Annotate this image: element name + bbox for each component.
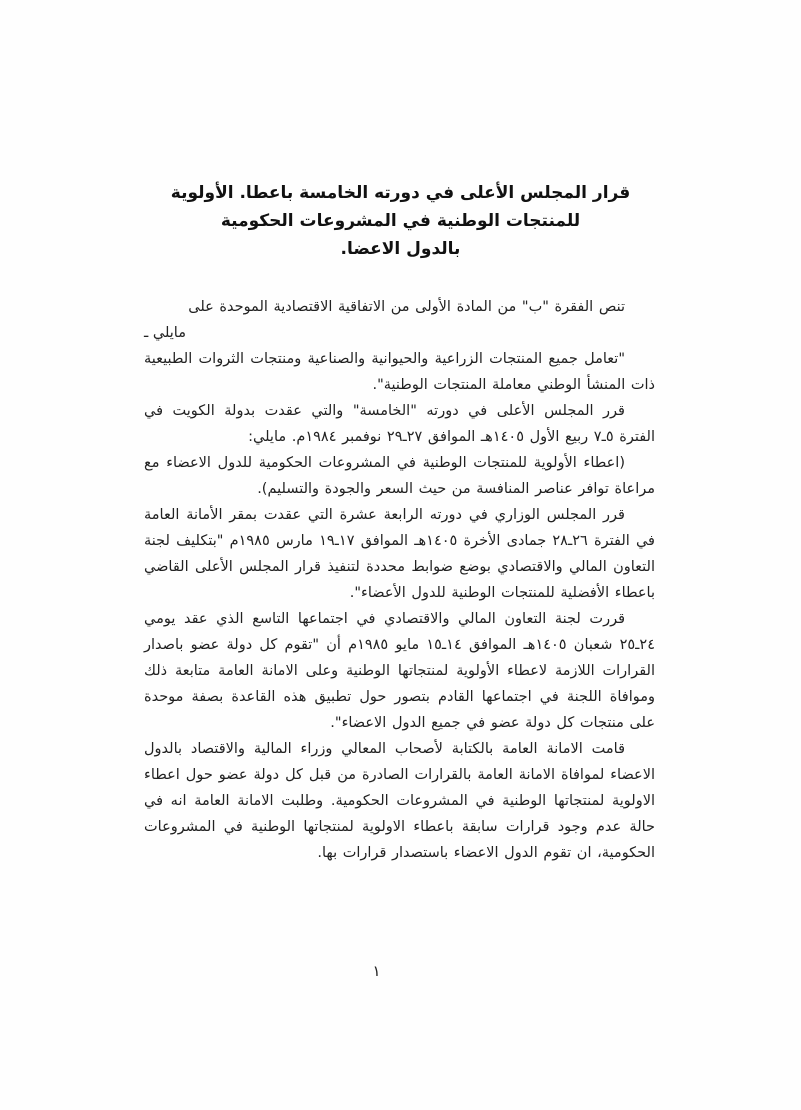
paragraph-quote-article: "تعامل جميع المنتجات الزراعية والحيوانية والصناعية ومنتجات الثروات الطبيعية ذات المنشأ الوطني معاملة المنتجات الوطنية". <box>144 351 655 393</box>
paragraph-secretariat-letter: قامت الامانة العامة بالكتابة لأصحاب المعالي وزراء المالية والاقتصاد بالدول الاعضاء لموافاة الامانة العامة بالقرارات الصادرة من قبل كل دولة عضو حول اعطاء الاولوية لمنتجاتها الوطنية في المشروعات الحكومية. وطلبت الامانة العامة انه في حالة عدم وجود قرارات سابقة باعطاء الاولوية لمنتجاتها الوطنية في المشروعات الحكومية، ان تقوم الدول الاعضاء باستصدار قرارات بها. <box>144 741 655 861</box>
document-body <box>144 294 655 866</box>
paragraph-committee-decision: قررت لجنة التعاون المالي والاقتصادي في اجتماعها التاسع الذي عقد يومي ٢٤ـ٢٥ شعبان ١٤٠٥هـ الموافق ١٤ـ١٥ مايو ١٩٨٥م أن "تقوم كل دولة عضو باصدار القرارات اللازمة لاعطاء الأولوية لمنتجاتها الوطنية وعلى الامانة العامة متابعة ذلك وموافاة اللجنة في اجتماعها القادم بتصور حول تطبيق هذه القاعدة بصفة موحدة على منتجات كل دولة عضو في جميع الدول الاعضاء". <box>144 611 655 731</box>
title-line-3: بالدول الاعضا. <box>340 239 461 259</box>
paragraph-supreme-council-decision: قرر المجلس الأعلى في دورته "الخامسة" والتي عقدت بدولة الكويت في الفترة ٥ـ٧ ربيع الأول ١٤٠٥هـ الموافق ٢٧ـ٢٩ نوفمبر ١٩٨٤م. مايلي: <box>144 403 655 445</box>
title-line-1: قرار المجلس الأعلى في دورته الخامسة باعطا. الأولوية <box>170 183 631 203</box>
paragraph-intro-tail: مايلي ـ <box>144 325 186 341</box>
title-line-2: للمنتجات الوطنية في المشروعات الحكومية <box>220 211 581 231</box>
page-number: ١ <box>372 962 381 980</box>
paragraph-ministerial-council-decision: قرر المجلس الوزاري في دورته الرابعة عشرة التي عقدت بمقر الأمانة العامة في الفترة ٢٦ـ٢٨ جمادى الأخرة ١٤٠٥هـ الموافق ١٧ـ١٩ مارس ١٩٨٥م "بتكليف لجنة التعاون المالي والاقتصادي بوضع ضوابط محددة لتنفيذ قرار المجلس الأعلى القاضي باعطاء الأفضلية للمنتجات الوطنية للدول الأعضاء". <box>144 507 655 601</box>
paragraph-intro: تنص الفقرة "ب" من المادة الأولى من الاتفاقية الاقتصادية الموحدة على <box>188 299 625 315</box>
document-title <box>80 179 721 263</box>
paragraph-priority-clause: (اعطاء الأولوية للمنتجات الوطنية في المشروعات الحكومية للدول الاعضاء مع مراعاة توافر عناصر المنافسة من حيث السعر والجودة والتسليم). <box>144 455 655 497</box>
